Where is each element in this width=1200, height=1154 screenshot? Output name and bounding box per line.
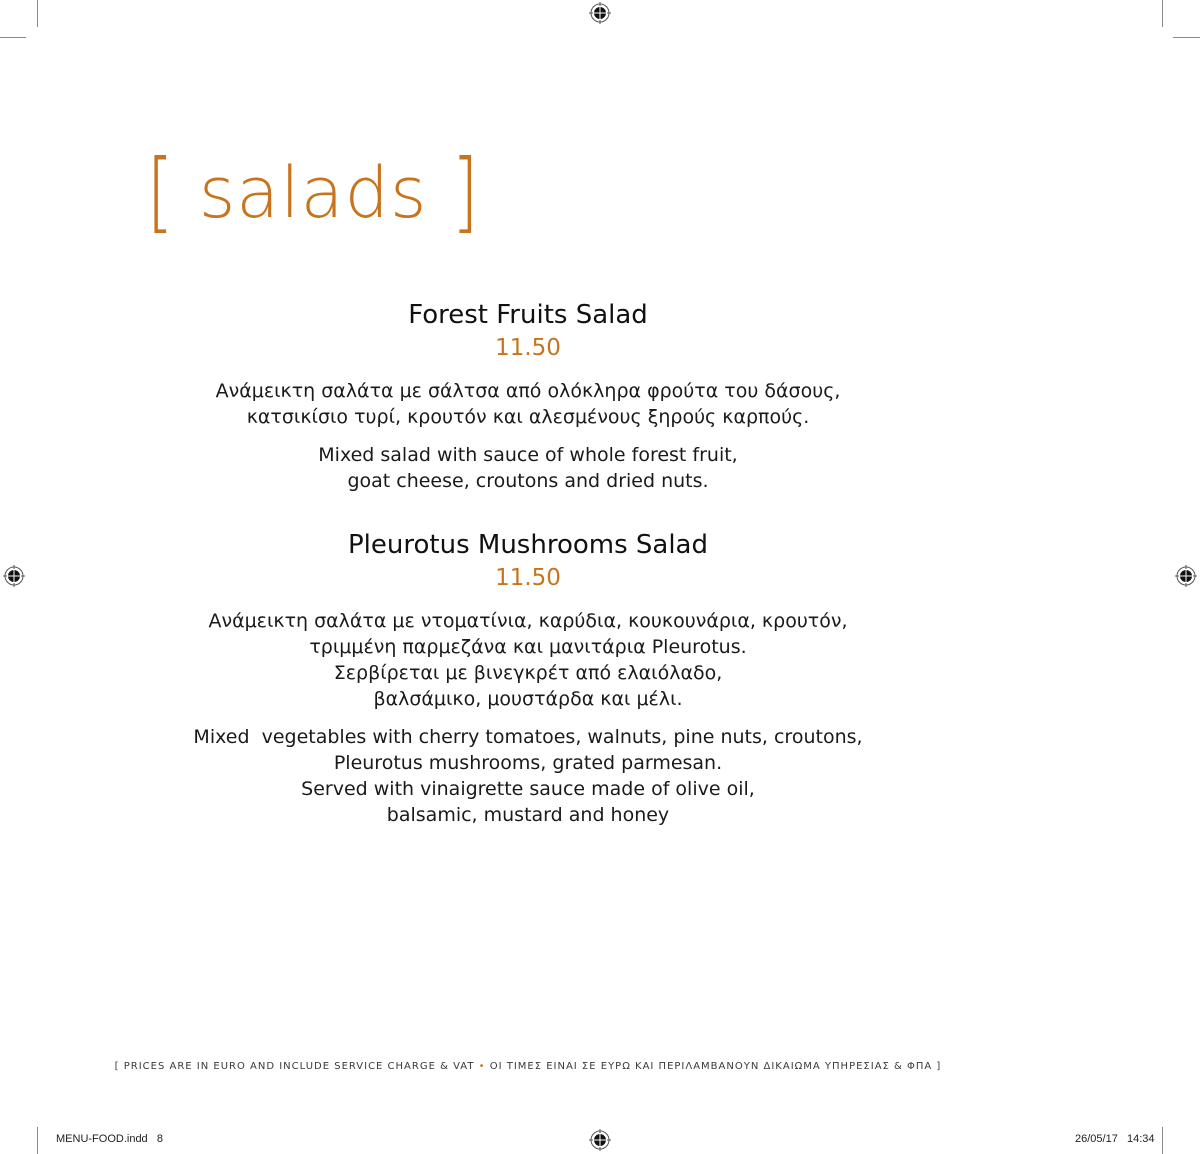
registration-mark-icon — [1175, 565, 1197, 587]
item-description-greek — [0, 608, 1056, 712]
crop-mark-top-left-vertical — [37, 0, 38, 27]
crop-mark-top-right-horizontal — [1173, 37, 1200, 38]
title-word: salads — [198, 152, 428, 234]
description-line: Ανάμεικτη σαλάτα με ντοματίνια, καρύδια, κουκουνάρια, κρουτόν, — [208, 610, 848, 632]
item-name: Pleurotus Mushrooms Salad — [348, 530, 708, 560]
item-description-english — [0, 442, 1056, 494]
description-line: Ανάμεικτη σαλάτα με σάλτσα από ολόκληρα φρούτα του δάσους, — [215, 380, 841, 402]
crop-mark-top-left-horizontal — [0, 37, 26, 38]
title-close-bracket: ] — [451, 140, 480, 243]
note-english: PRICES ARE IN EURO AND INCLUDE SERVICE CHARGE & VAT — [123, 1061, 475, 1072]
description-line: Pleurotus mushrooms, grated parmesan. — [333, 752, 723, 774]
description-line: Σερβίρεται με βινεγκρέτ από ελαιόλαδο, — [333, 662, 723, 684]
description-line: balsamic, mustard and honey — [386, 804, 670, 826]
item-description-greek — [0, 378, 1056, 430]
note-close-bracket: ] — [932, 1061, 942, 1072]
item-description-english — [0, 724, 1056, 828]
registration-mark-icon — [589, 1129, 611, 1151]
description-line: Mixed salad with sauce of whole forest fruit, — [318, 444, 738, 466]
registration-mark-icon — [589, 2, 611, 24]
section-title — [100, 88, 480, 243]
note-greek: ΟΙ ΤΙΜΕΣ ΕΙΝΑΙ ΣΕ ΕΥΡΩ ΚΑΙ ΠΕΡΙΛΑΜΒΑΝΟΥΝ ΔΙΚΑΙΩΜΑ ΥΠΗΡΕΣΙΑΣ & ΦΠΑ — [489, 1061, 933, 1072]
crop-mark-bottom-left-vertical — [37, 1127, 38, 1154]
menu-item — [0, 298, 1056, 494]
description-line: τριμμένη παρμεζάνα και μανιτάρια Pleurotus. — [309, 636, 747, 658]
note-open-bracket: [ — [114, 1061, 124, 1072]
item-price: 11.50 — [495, 335, 561, 361]
item-price: 11.50 — [495, 565, 561, 591]
item-name: Forest Fruits Salad — [408, 300, 648, 330]
description-line: Served with vinaigrette sauce made of olive oil, — [301, 778, 755, 800]
title-open-bracket: [ — [146, 140, 175, 243]
description-line: Mixed vegetables with cherry tomatoes, walnuts, pine nuts, croutons, — [193, 726, 863, 748]
crop-mark-top-right-vertical — [1162, 0, 1163, 27]
description-line: βαλσάμικο, μουστάρδα και μέλι. — [373, 688, 683, 710]
pricing-note — [0, 1061, 1056, 1072]
description-line: κατσικίσιο τυρί, κρουτόν και αλεσμένους ξηρούς καρπούς. — [246, 406, 810, 428]
slug-datetime: 26/05/17 14:34 — [1075, 1133, 1155, 1145]
note-separator: • — [474, 1061, 490, 1072]
crop-mark-bottom-right-vertical — [1162, 1127, 1163, 1154]
menu-item — [0, 528, 1056, 828]
slug-filename: MENU-FOOD.indd 8 — [56, 1133, 163, 1145]
description-line: goat cheese, croutons and dried nuts. — [347, 470, 709, 492]
menu-list — [0, 298, 1056, 862]
